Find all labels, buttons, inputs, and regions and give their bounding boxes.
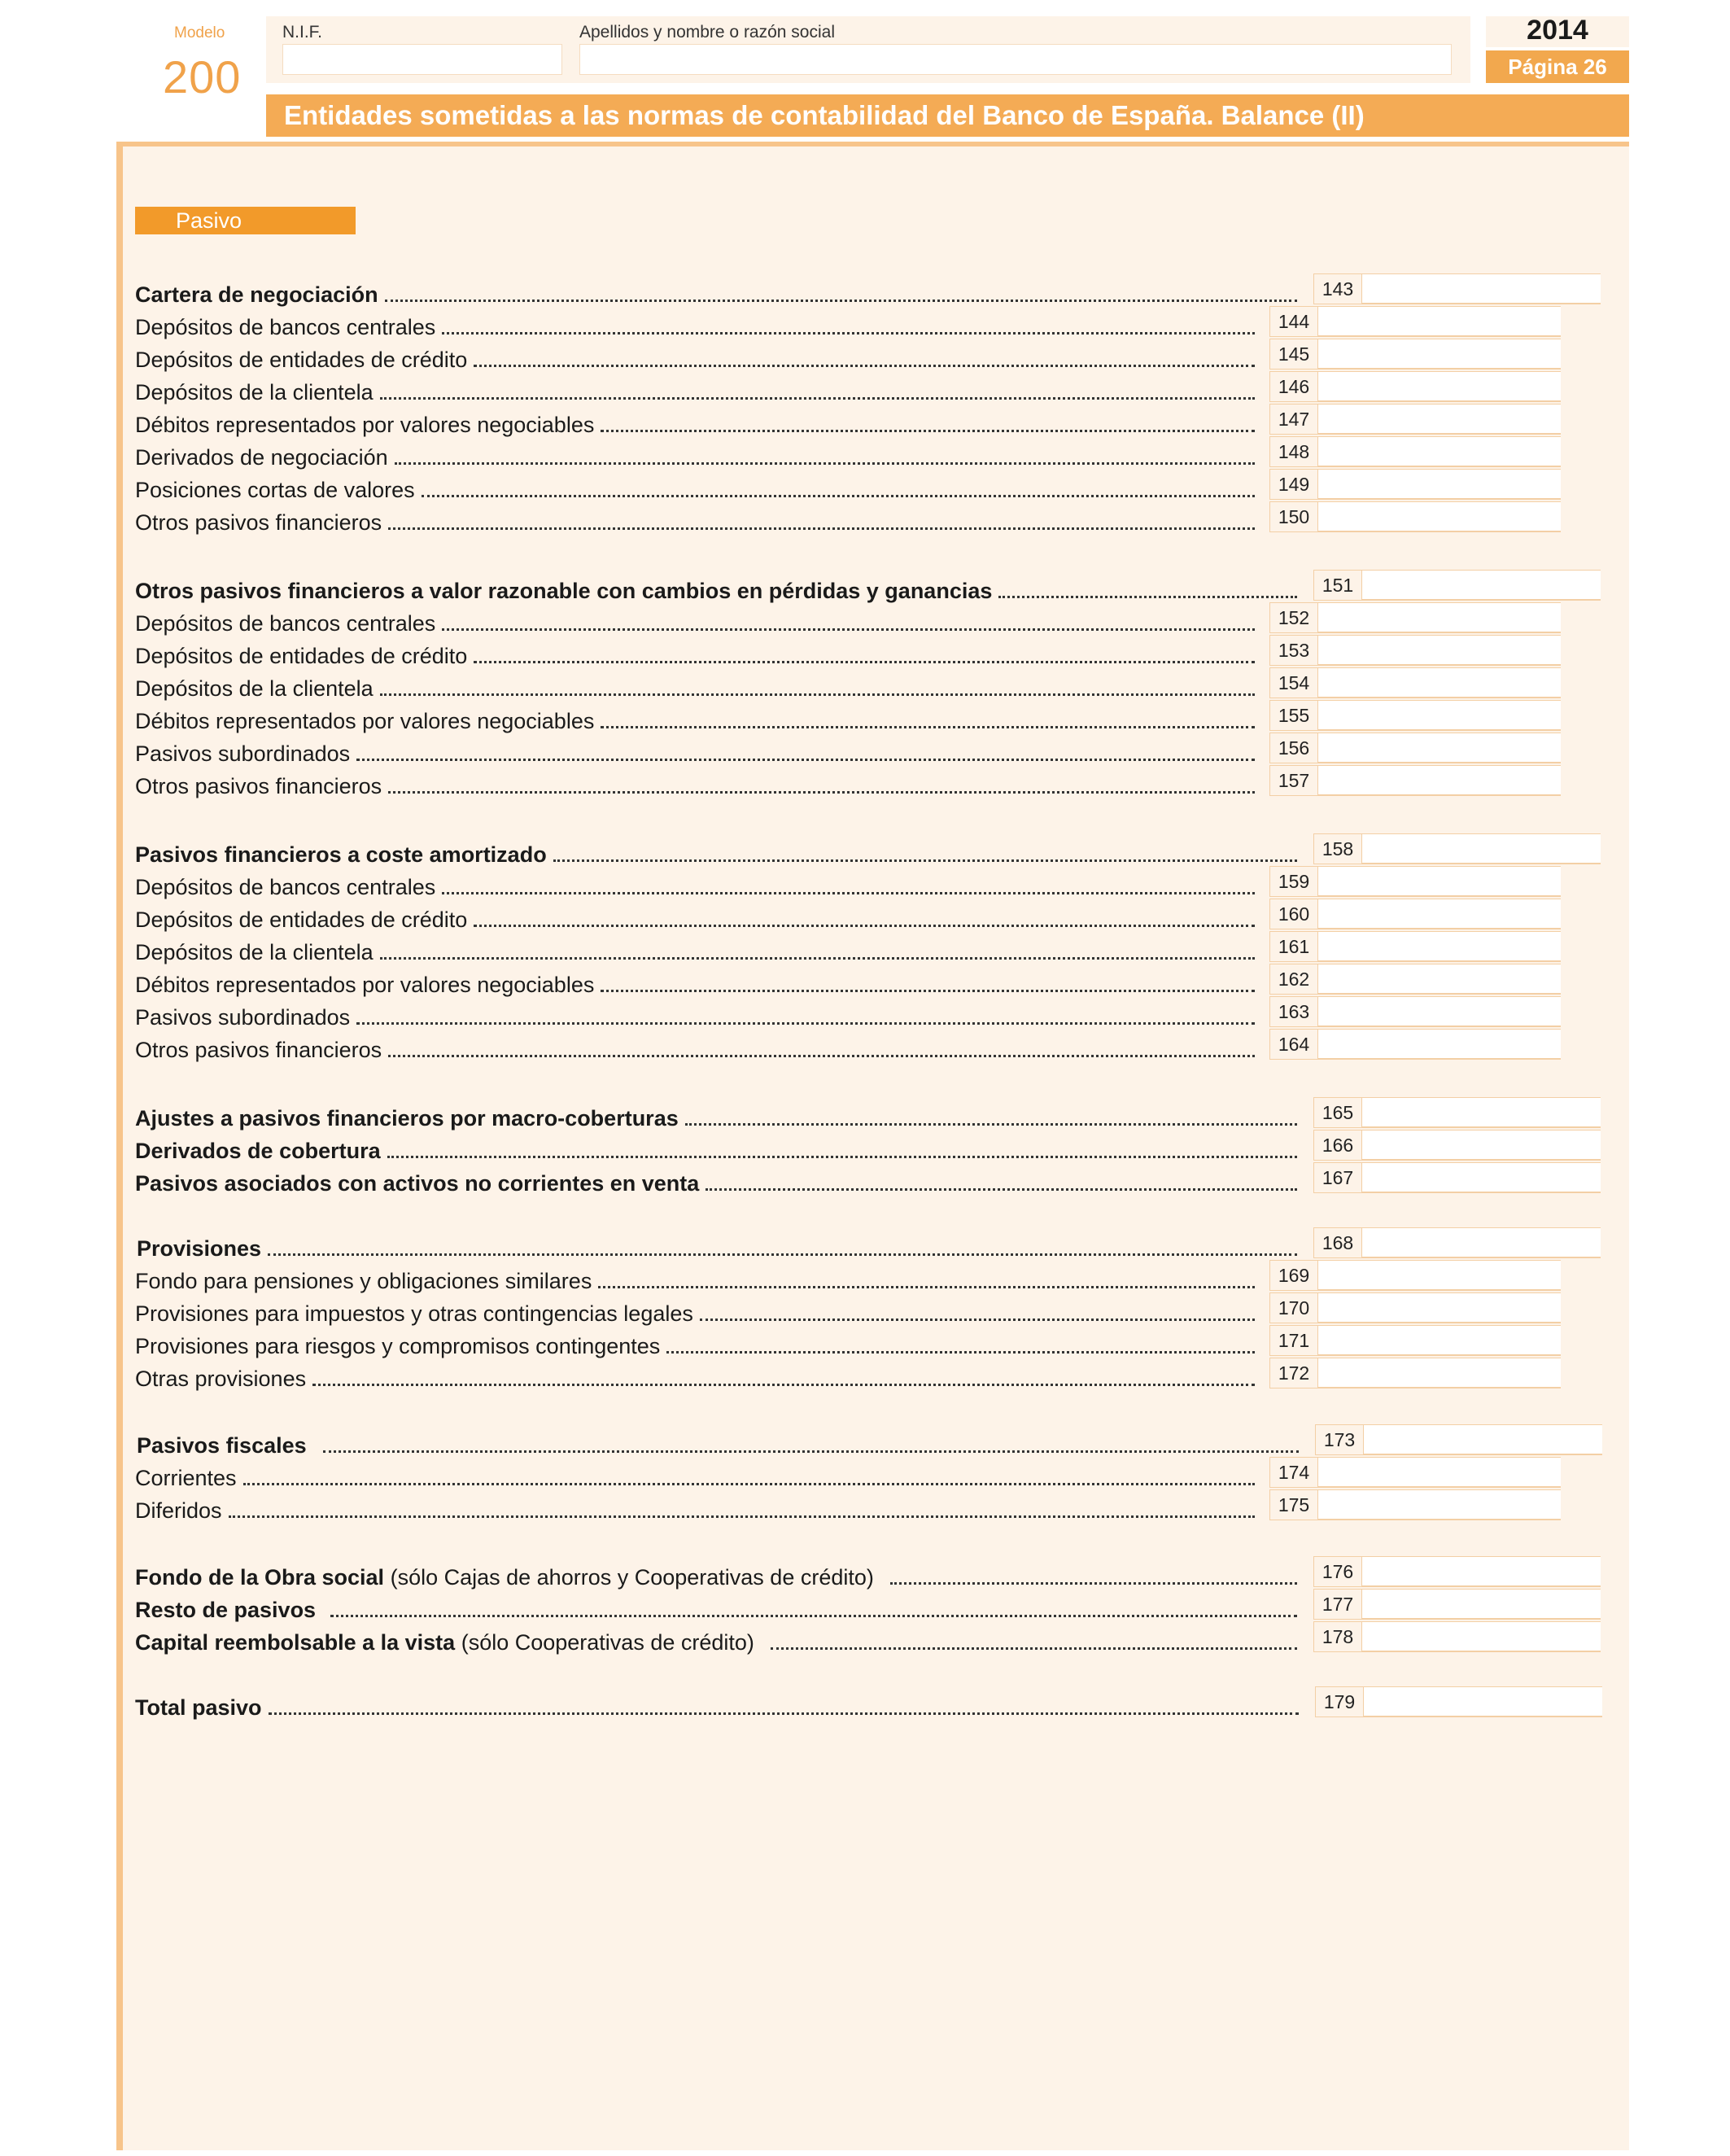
sub-row bbox=[135, 1301, 1258, 1327]
amount-input[interactable] bbox=[1318, 371, 1561, 402]
dot-leader bbox=[388, 527, 1255, 530]
main-row bbox=[137, 1235, 1300, 1262]
box-code: 153 bbox=[1269, 635, 1318, 666]
sub-label: Depósitos de entidades de crédito bbox=[135, 644, 468, 668]
box-code: 179 bbox=[1315, 1686, 1364, 1717]
main-cell bbox=[1313, 1162, 1601, 1193]
amount-input[interactable] bbox=[1318, 1260, 1561, 1291]
sub-cell bbox=[1269, 339, 1561, 370]
box-code: 147 bbox=[1269, 404, 1318, 435]
dot-leader bbox=[388, 1055, 1255, 1057]
amount-input[interactable] bbox=[1318, 667, 1561, 698]
sub-row bbox=[135, 610, 1258, 636]
box-code: 158 bbox=[1313, 833, 1362, 864]
amount-input[interactable] bbox=[1318, 306, 1561, 337]
sub-row bbox=[135, 347, 1258, 373]
sub-label: Derivados de negociación bbox=[135, 445, 388, 470]
sub-cell bbox=[1269, 306, 1561, 337]
sub-cell bbox=[1269, 469, 1561, 500]
dot-leader bbox=[330, 1615, 1297, 1617]
box-code: 163 bbox=[1269, 996, 1318, 1027]
dot-leader bbox=[442, 628, 1255, 631]
box-code: 145 bbox=[1269, 339, 1318, 370]
main-row bbox=[137, 1432, 1302, 1458]
dot-leader bbox=[601, 430, 1255, 432]
sub-cell bbox=[1269, 700, 1561, 731]
sub-row bbox=[135, 643, 1258, 669]
amount-input[interactable] bbox=[1362, 1589, 1601, 1620]
sub-label: Depósitos de bancos centrales bbox=[135, 875, 436, 899]
sub-cell bbox=[1269, 1260, 1561, 1291]
nif-field[interactable] bbox=[282, 44, 562, 75]
sub-cell bbox=[1269, 436, 1561, 467]
sub-cell bbox=[1269, 765, 1561, 796]
main-row bbox=[135, 578, 1300, 604]
nif-label: N.I.F. bbox=[282, 23, 323, 42]
box-code: 150 bbox=[1269, 501, 1318, 532]
dot-leader bbox=[269, 1712, 1299, 1715]
amount-input[interactable] bbox=[1362, 1130, 1601, 1161]
total-row bbox=[135, 1695, 1302, 1721]
main-label: Pasivos asociados con activos no corrientes en venta bbox=[135, 1171, 700, 1196]
amount-input[interactable] bbox=[1318, 436, 1561, 467]
panel-left-border bbox=[116, 142, 123, 2150]
amount-input[interactable] bbox=[1318, 635, 1561, 666]
amount-input[interactable] bbox=[1318, 931, 1561, 962]
main-label: Pasivos fiscales bbox=[137, 1433, 307, 1458]
amount-input[interactable] bbox=[1362, 273, 1601, 304]
box-code: 169 bbox=[1269, 1260, 1318, 1291]
dot-leader bbox=[243, 1483, 1255, 1485]
box-code: 162 bbox=[1269, 964, 1318, 995]
total-label: Total pasivo bbox=[135, 1695, 262, 1720]
sub-cell bbox=[1269, 964, 1561, 995]
amount-input[interactable] bbox=[1362, 1621, 1601, 1652]
sub-cell bbox=[1269, 404, 1561, 435]
box-code: 161 bbox=[1269, 931, 1318, 962]
dot-leader bbox=[395, 462, 1255, 465]
main-label: Otros pasivos financieros a valor razonable con cambios en pérdidas y ganancias bbox=[135, 579, 993, 603]
sub-row bbox=[135, 477, 1258, 503]
dot-leader bbox=[229, 1515, 1255, 1518]
box-code: 148 bbox=[1269, 436, 1318, 467]
sub-row bbox=[135, 412, 1258, 438]
sub-row bbox=[135, 708, 1258, 734]
sub-cell bbox=[1269, 1358, 1561, 1388]
amount-input[interactable] bbox=[1318, 700, 1561, 731]
box-code: 152 bbox=[1269, 602, 1318, 633]
sub-row bbox=[135, 773, 1258, 799]
dot-leader bbox=[706, 1188, 1297, 1191]
main-label: Capital reembolsable a la vista bbox=[135, 1630, 456, 1655]
sub-row bbox=[135, 1465, 1258, 1491]
amount-input[interactable] bbox=[1318, 899, 1561, 929]
amount-input[interactable] bbox=[1362, 833, 1601, 864]
main-row bbox=[135, 1105, 1300, 1131]
dot-leader bbox=[312, 1384, 1255, 1386]
main-cell bbox=[1313, 1227, 1601, 1258]
main-row bbox=[135, 1138, 1300, 1164]
sub-label: Fondo para pensiones y obligaciones similares bbox=[135, 1269, 592, 1293]
sub-label: Posiciones cortas de valores bbox=[135, 478, 415, 502]
box-code: 168 bbox=[1313, 1227, 1362, 1258]
box-code: 160 bbox=[1269, 899, 1318, 929]
dot-leader bbox=[666, 1351, 1255, 1354]
main-label: Derivados de cobertura bbox=[135, 1139, 381, 1163]
main-row bbox=[135, 1597, 1300, 1623]
main-label: Fondo de la Obra social bbox=[135, 1565, 385, 1590]
main-label: Resto de pasivos bbox=[135, 1598, 317, 1622]
box-code: 178 bbox=[1313, 1621, 1362, 1652]
dot-leader bbox=[771, 1647, 1297, 1650]
box-code: 171 bbox=[1269, 1325, 1318, 1356]
sub-row bbox=[135, 314, 1258, 340]
box-code: 144 bbox=[1269, 306, 1318, 337]
dot-leader bbox=[388, 791, 1255, 794]
main-cell bbox=[1313, 1556, 1601, 1587]
sub-label: Depósitos de entidades de crédito bbox=[135, 907, 468, 932]
box-code: 170 bbox=[1269, 1292, 1318, 1323]
sub-row bbox=[135, 676, 1258, 702]
sub-cell bbox=[1269, 1325, 1561, 1356]
main-cell bbox=[1313, 1589, 1601, 1620]
box-code: 172 bbox=[1269, 1358, 1318, 1388]
page-title: Entidades sometidas a las normas de contabilidad del Banco de España. Balance (II) bbox=[266, 94, 1629, 137]
amount-input[interactable] bbox=[1318, 733, 1561, 763]
main-cell bbox=[1313, 1621, 1601, 1652]
amount-input[interactable] bbox=[1318, 469, 1561, 500]
panel-top-border bbox=[116, 142, 1629, 147]
sub-label: Otros pasivos financieros bbox=[135, 774, 382, 798]
amount-input[interactable] bbox=[1362, 1227, 1601, 1258]
sub-cell bbox=[1269, 899, 1561, 929]
amount-input[interactable] bbox=[1318, 866, 1561, 897]
sub-cell bbox=[1269, 1489, 1561, 1520]
box-code: 175 bbox=[1269, 1489, 1318, 1520]
dot-leader bbox=[685, 1123, 1297, 1126]
amount-input[interactable] bbox=[1362, 1556, 1601, 1587]
dot-leader bbox=[380, 957, 1255, 960]
page-number: Página 26 bbox=[1486, 50, 1629, 83]
sub-label: Otros pasivos financieros bbox=[135, 510, 382, 535]
sub-cell bbox=[1269, 733, 1561, 763]
dot-leader bbox=[356, 1022, 1255, 1025]
main-label: Ajustes a pasivos financieros por macro-coberturas bbox=[135, 1106, 679, 1130]
amount-input[interactable] bbox=[1318, 1029, 1561, 1060]
box-code: 176 bbox=[1313, 1556, 1362, 1587]
main-label: Provisiones bbox=[137, 1236, 262, 1261]
dot-leader bbox=[387, 1156, 1297, 1158]
dot-leader bbox=[323, 1450, 1299, 1453]
box-code: 173 bbox=[1315, 1424, 1364, 1455]
box-code: 154 bbox=[1269, 667, 1318, 698]
sub-label: Débitos representados por valores negociables bbox=[135, 413, 595, 437]
main-cell bbox=[1313, 570, 1601, 601]
sub-row bbox=[135, 1004, 1258, 1030]
sub-label: Débitos representados por valores negociables bbox=[135, 709, 595, 733]
box-code: 155 bbox=[1269, 700, 1318, 731]
sub-cell bbox=[1269, 866, 1561, 897]
nombre-field[interactable] bbox=[579, 44, 1452, 75]
sub-row bbox=[135, 1333, 1258, 1359]
sub-label: Diferidos bbox=[135, 1498, 222, 1523]
amount-input[interactable] bbox=[1362, 1162, 1601, 1193]
sub-cell bbox=[1269, 996, 1561, 1027]
dot-leader bbox=[422, 495, 1255, 497]
main-cell bbox=[1313, 273, 1601, 304]
amount-input[interactable] bbox=[1362, 570, 1601, 601]
sub-label: Depósitos de bancos centrales bbox=[135, 315, 436, 339]
amount-input[interactable] bbox=[1318, 602, 1561, 633]
dot-leader bbox=[442, 892, 1255, 894]
sub-label: Corrientes bbox=[135, 1466, 237, 1490]
sub-row bbox=[135, 972, 1258, 998]
dot-leader bbox=[380, 693, 1255, 696]
box-code: 164 bbox=[1269, 1029, 1318, 1060]
sub-cell bbox=[1269, 1292, 1561, 1323]
sub-label: Depósitos de la clientela bbox=[135, 940, 374, 964]
sub-label: Depósitos de la clientela bbox=[135, 676, 374, 701]
amount-input[interactable] bbox=[1318, 1457, 1561, 1488]
sub-row bbox=[135, 907, 1258, 933]
amount-input[interactable] bbox=[1318, 964, 1561, 995]
sub-label: Débitos representados por valores negociables bbox=[135, 973, 595, 997]
main-row bbox=[135, 282, 1300, 308]
sub-label: Provisiones para impuestos y otras contingencias legales bbox=[135, 1301, 693, 1326]
box-code: 167 bbox=[1313, 1162, 1362, 1193]
dot-leader bbox=[700, 1319, 1255, 1321]
sub-row bbox=[135, 379, 1258, 405]
sub-cell bbox=[1269, 602, 1561, 633]
sub-cell bbox=[1269, 635, 1561, 666]
sub-label: Otros pasivos financieros bbox=[135, 1038, 382, 1062]
amount-input[interactable] bbox=[1318, 1292, 1561, 1323]
box-code: 166 bbox=[1313, 1130, 1362, 1161]
sub-label: Otras provisiones bbox=[135, 1367, 307, 1391]
sub-row bbox=[135, 1037, 1258, 1063]
sub-row bbox=[135, 939, 1258, 965]
box-code: 177 bbox=[1313, 1589, 1362, 1620]
total-cell bbox=[1315, 1686, 1602, 1717]
dot-leader bbox=[442, 332, 1255, 335]
dot-leader bbox=[380, 397, 1255, 400]
amount-input[interactable] bbox=[1318, 339, 1561, 370]
amount-input[interactable] bbox=[1318, 765, 1561, 796]
sub-row bbox=[135, 509, 1258, 536]
dot-leader bbox=[385, 300, 1297, 302]
sub-cell bbox=[1269, 371, 1561, 402]
amount-input[interactable] bbox=[1362, 1097, 1601, 1128]
main-note: (sólo Cajas de ahorros y Cooperativas de crédito) bbox=[390, 1565, 874, 1590]
year: 2014 bbox=[1527, 15, 1588, 46]
dot-leader bbox=[598, 1286, 1255, 1288]
box-code: 174 bbox=[1269, 1457, 1318, 1488]
dot-leader bbox=[553, 859, 1297, 862]
dot-leader bbox=[601, 990, 1255, 992]
dot-leader bbox=[890, 1582, 1297, 1585]
amount-input[interactable] bbox=[1318, 501, 1561, 532]
sub-row bbox=[135, 1366, 1258, 1392]
sub-label: Pasivos subordinados bbox=[135, 1005, 351, 1030]
amount-input[interactable] bbox=[1318, 1489, 1561, 1520]
box-code: 156 bbox=[1269, 733, 1318, 763]
box-code: 151 bbox=[1313, 570, 1362, 601]
modelo-number: 200 bbox=[163, 51, 242, 103]
section-tag: Pasivo bbox=[135, 207, 356, 234]
amount-input[interactable] bbox=[1318, 1325, 1561, 1356]
box-code: 159 bbox=[1269, 866, 1318, 897]
sub-label: Pasivos subordinados bbox=[135, 741, 351, 766]
sub-cell bbox=[1269, 1457, 1561, 1488]
main-row bbox=[135, 1170, 1300, 1196]
dot-leader bbox=[998, 596, 1297, 598]
amount-input[interactable] bbox=[1318, 996, 1561, 1027]
sub-cell bbox=[1269, 1029, 1561, 1060]
main-label: Pasivos financieros a coste amortizado bbox=[135, 842, 547, 867]
main-label: Cartera de negociación bbox=[135, 282, 378, 307]
amount-input[interactable] bbox=[1364, 1424, 1602, 1455]
main-cell bbox=[1313, 1097, 1601, 1128]
sub-row bbox=[135, 741, 1258, 767]
dot-leader bbox=[474, 925, 1255, 927]
main-note: (sólo Cooperativas de crédito) bbox=[461, 1630, 754, 1655]
sub-row bbox=[135, 1268, 1258, 1294]
main-row bbox=[135, 1629, 1300, 1655]
sub-label: Depósitos de entidades de crédito bbox=[135, 348, 468, 372]
sub-row bbox=[135, 444, 1258, 470]
sub-cell bbox=[1269, 931, 1561, 962]
box-code: 157 bbox=[1269, 765, 1318, 796]
dot-leader bbox=[356, 759, 1255, 761]
sub-label: Depósitos de la clientela bbox=[135, 380, 374, 405]
main-cell bbox=[1313, 1130, 1601, 1161]
amount-input[interactable] bbox=[1318, 1358, 1561, 1388]
total-input[interactable] bbox=[1364, 1686, 1602, 1717]
amount-input[interactable] bbox=[1318, 404, 1561, 435]
main-row bbox=[135, 842, 1300, 868]
nombre-label: Apellidos y nombre o razón social bbox=[579, 23, 835, 42]
dot-leader bbox=[474, 365, 1255, 367]
box-code: 149 bbox=[1269, 469, 1318, 500]
box-code: 146 bbox=[1269, 371, 1318, 402]
sub-cell bbox=[1269, 501, 1561, 532]
modelo-label: Modelo bbox=[174, 24, 225, 42]
box-code: 165 bbox=[1313, 1097, 1362, 1128]
sub-row bbox=[135, 1498, 1258, 1524]
main-cell bbox=[1313, 833, 1601, 864]
main-row bbox=[135, 1564, 1300, 1590]
sub-row bbox=[135, 874, 1258, 900]
sub-label: Provisiones para riesgos y compromisos contingentes bbox=[135, 1334, 661, 1358]
sub-label: Depósitos de bancos centrales bbox=[135, 611, 436, 636]
dot-leader bbox=[474, 661, 1255, 663]
sub-cell bbox=[1269, 667, 1561, 698]
main-cell bbox=[1315, 1424, 1602, 1455]
dot-leader bbox=[601, 726, 1255, 728]
box-code: 143 bbox=[1313, 273, 1362, 304]
dot-leader bbox=[268, 1253, 1297, 1256]
